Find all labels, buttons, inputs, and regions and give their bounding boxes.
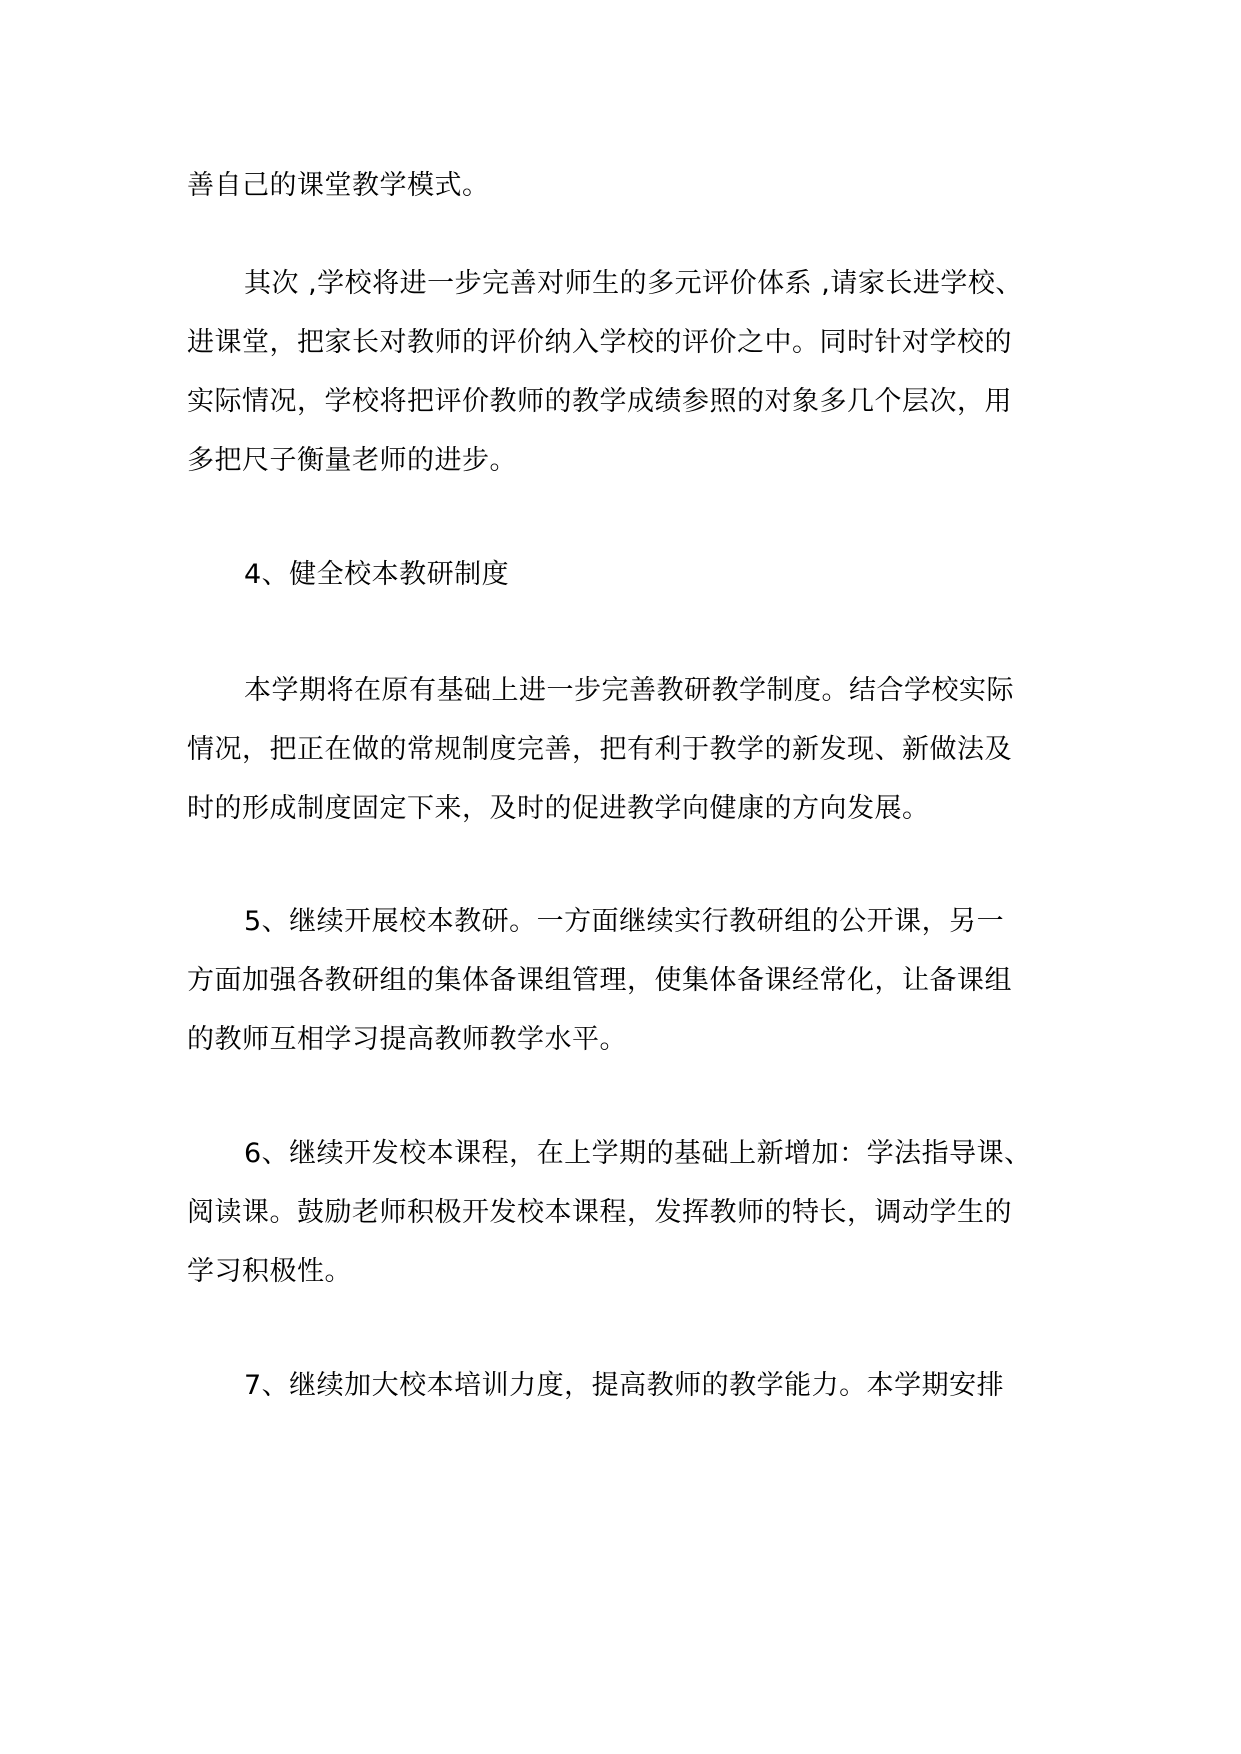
text-line: 5、继续开展校本教研。一方面继续实行教研组的公开课，另一 bbox=[244, 906, 1005, 937]
text-line: 6、继续开发校本课程，在上学期的基础上新增加：学法指导课、 bbox=[244, 1138, 1032, 1169]
text-line: 善自己的课堂教学模式。 bbox=[187, 170, 490, 201]
paragraph-research-system bbox=[187, 661, 1057, 838]
text-line: 多把尺子衡量老师的进步。 bbox=[187, 445, 517, 476]
text-line: 方面加强各教研组的集体备课组管理，使集体备课经常化，让备课组 bbox=[187, 965, 1012, 996]
text-line: 的教师互相学习提高教师教学水平。 bbox=[187, 1024, 627, 1055]
paragraph-item-7 bbox=[187, 1356, 1057, 1415]
text-line: 学习积极性。 bbox=[187, 1256, 352, 1287]
text-line: 实际情况，学校将把评价教师的教学成绩参照的对象多几个层次，用 bbox=[187, 386, 1012, 417]
paragraph-item-5 bbox=[187, 892, 1057, 1069]
text-line: 7、继续加大校本培训力度，提高教师的教学能力。本学期安排 bbox=[244, 1370, 1005, 1401]
text-line: 进课堂，把家长对教师的评价纳入学校的评价之中。同时针对学校的 bbox=[187, 327, 1012, 358]
text-line: 阅读课。鼓励老师积极开发校本课程，发挥教师的特长，调动学生的 bbox=[187, 1197, 1012, 1228]
text-line: 其次 ,学校将进一步完善对师生的多元评价体系 ,请家长进学校、 bbox=[244, 268, 1023, 299]
heading-text: 4、健全校本教研制度 bbox=[244, 559, 510, 590]
paragraph-continuation bbox=[187, 156, 1057, 215]
section-heading-4 bbox=[187, 545, 1057, 604]
text-line: 时的形成制度固定下来，及时的促进教学向健康的方向发展。 bbox=[187, 793, 930, 824]
text-line: 本学期将在原有基础上进一步完善教研教学制度。结合学校实际 bbox=[244, 675, 1014, 706]
paragraph-evaluation-system bbox=[187, 254, 1057, 490]
paragraph-item-6 bbox=[187, 1124, 1057, 1301]
text-line: 情况，把正在做的常规制度完善，把有利于教学的新发现、新做法及 bbox=[187, 734, 1012, 765]
